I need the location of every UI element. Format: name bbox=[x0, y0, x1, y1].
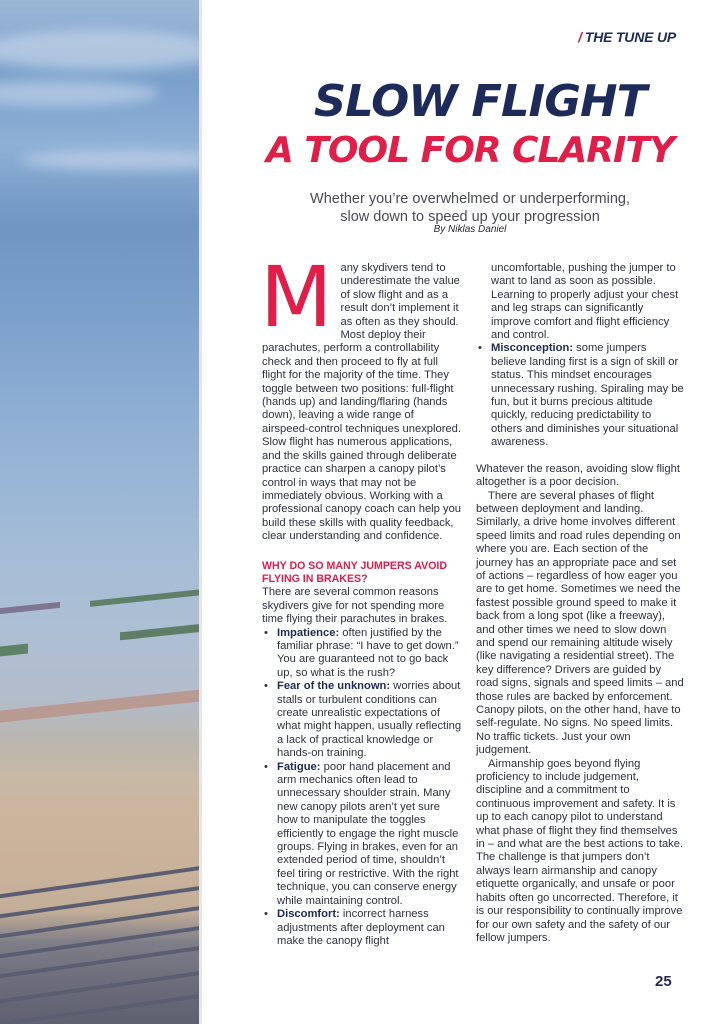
section-intro: There are several common reasons skydivers give for not spending more time flying their parachutes in brakes. bbox=[262, 586, 448, 626]
paragraph: Whatever the reason, avoiding slow flight altogether is a poor decision. bbox=[476, 462, 680, 489]
list-item-text: often justified by the familiar phrase: “I have to get down.” You are guaranteed not to go back up, so what is the rush? bbox=[277, 626, 459, 679]
reasons-list bbox=[262, 627, 462, 949]
title-line-1: SLOW FLIGHT bbox=[313, 76, 647, 127]
section-tag bbox=[578, 29, 676, 45]
article-column-1 bbox=[260, 248, 462, 948]
list-item-term: Impatience: bbox=[277, 626, 340, 639]
subtitle-line-2: slow down to speed up your progression bbox=[340, 209, 600, 225]
cloud-streak bbox=[20, 150, 202, 170]
list-item-term: Misconception: bbox=[491, 342, 574, 355]
section-label: THE TUNE UP bbox=[584, 29, 676, 45]
aerial-photo bbox=[0, 0, 202, 1024]
drop-cap: M bbox=[260, 248, 333, 346]
farm-field bbox=[0, 689, 202, 722]
list-item-text: some jumpers believe landing first is a sign of skill or status. This mindset encourages unnecessary rushing. Spiraling may be fun, but it burns precious altitude quickly, reducing predictability to others and diminishes your situational awareness. bbox=[491, 342, 684, 449]
subtitle bbox=[280, 190, 660, 226]
paragraph: There are several phases of flight between deployment and landing. Similarly, a drive home involves different speed limits and road rules depending on where you are. Each section of the journey has an appropriate pace and set of actions – regardless of how eager you are to get home. Sometimes we need the fastest possible ground speed to make it back from a long spot (like a freeway), and other times we need to slow down and spend our remaining altitude wisely (like navigating a residential street). The key difference? Drivers are guided by road signs, signals and speed limits – and those rules are backed by enforcement. Canopy pilots, on the other hand, have to self-regulate. No signs. No speed limits. No traffic tickets. Just your own judgement. bbox=[476, 489, 684, 757]
list-item bbox=[476, 342, 684, 449]
reasons-list-continued bbox=[476, 262, 684, 450]
farm-field bbox=[120, 624, 202, 641]
intro-text: any skydivers tend to underestimate the value of slow flight and as a result don’t implement it as often as they should. Most deploy their parachutes, perform a controllability check and then proceed to fly at full flight for the majority of the time. They toggle between two positions: full-flight (hands up) and landing/flaring (hands down), leaving a wide range of airspeed-control techniques unexplored. Slow flight has numerous applications, and the skills gained through deliberate practice can sharpen a canopy pilot’s control in ways that may not be immediately obvious. Working with a professional canopy coach can help you build these skills with quality feedback, clear understanding and confidence. bbox=[262, 262, 462, 543]
list-item-term: Fatigue: bbox=[277, 760, 321, 773]
list-item-term: Fear of the unknown: bbox=[277, 680, 391, 693]
farm-field bbox=[0, 644, 28, 657]
title-line-2: A TOOL FOR CLARITY bbox=[265, 130, 675, 171]
section-slash: / bbox=[578, 29, 582, 45]
paragraph: Airmanship goes beyond flying proficiency to include judgement, discipline and a commitment to continuous improvement and safety. It is up to each canopy pilot to understand what phase of flight they find themselves in – and what are the best actions to take. The challenge is that jumpers don’t always learn airmanship and canopy etiquette organically, and unsafe or poor habits often go uncorrected. Therefore, it is our responsibility to continually improve for our own safety and the safety of our fellow jumpers. bbox=[476, 757, 684, 944]
list-item-term: Discomfort: bbox=[277, 908, 340, 921]
list-item-text: worries about stalls or turbulent conditions can create unrealistic expectations of what might happen, usually reflecting a lack of practical knowledge or hands-on training. bbox=[277, 680, 462, 760]
list-item bbox=[262, 627, 462, 681]
list-item-text: uncomfortable, pushing the jumper to want to land as soon as possible. Learning to properly adjust your chest and leg straps can significantly improve comfort and flight efficiency and control. bbox=[491, 262, 679, 342]
list-item-text: poor hand placement and arm mechanics often lead to unnecessary shoulder strain. Many new canopy pilots aren’t yet sure how to manipulate the toggles efficiently to engage the right muscle groups. Flying in brakes, even for an extended period of time, shouldn’t feel tiring or restrictive. With the right technique, you can conserve energy while maintaining control. bbox=[277, 760, 459, 907]
byline: By Niklas Daniel bbox=[433, 224, 507, 235]
subtitle-line-1: Whether you’re overwhelmed or underperforming, bbox=[310, 191, 630, 207]
section-heading: WHY DO SO MANY JUMPERS AVOID FLYING IN BRAKES? bbox=[262, 559, 448, 585]
photo-edge bbox=[199, 0, 202, 1024]
cloud-streak bbox=[0, 30, 202, 70]
list-item bbox=[262, 761, 462, 908]
article-column-2 bbox=[476, 262, 684, 945]
list-item-text: incorrect harness adjustments after deployment can make the canopy flight bbox=[277, 908, 445, 947]
list-item bbox=[262, 680, 462, 760]
cloud-streak bbox=[0, 80, 160, 106]
farm-field bbox=[90, 589, 202, 607]
farm-field bbox=[0, 602, 60, 614]
intro-paragraph bbox=[260, 248, 462, 544]
page-number: 25 bbox=[655, 973, 672, 990]
list-item-continued bbox=[476, 262, 684, 342]
list-item bbox=[262, 908, 462, 948]
